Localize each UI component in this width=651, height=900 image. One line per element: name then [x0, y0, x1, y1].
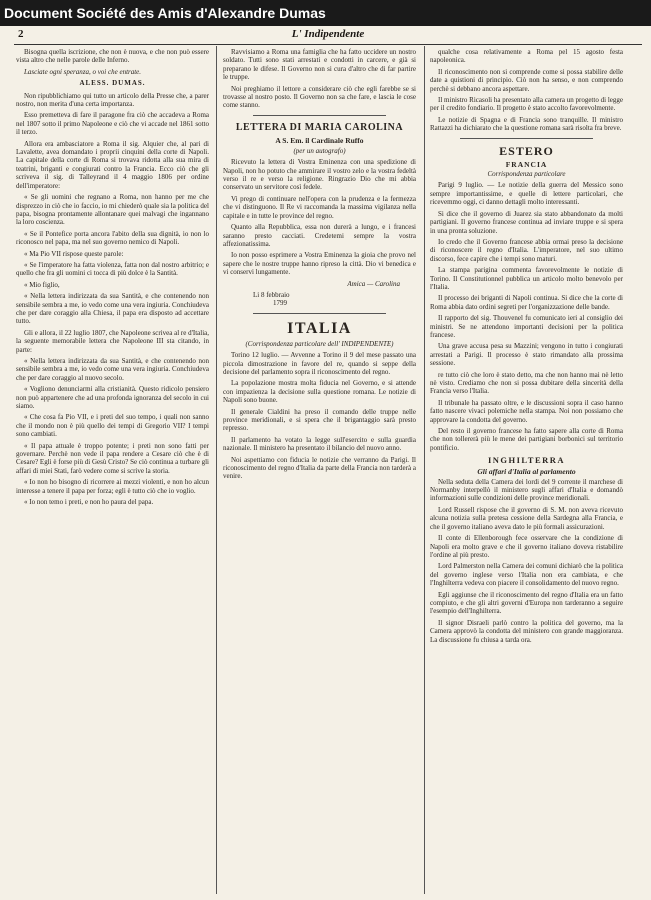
paragraph: Il rapporto del sig. Thouvenel fu comunicato ieri al consiglio dei ministri. Se ne attendono importanti decisioni per la politica francese. [430, 314, 623, 339]
column-divider [424, 46, 425, 894]
paragraph: « Il papa attuale è troppo potente; i preti non sono fatti per governare. Perchè non vede il papa rendere a Cesare ciò che è di Cesare? Egli è forse più di Gesù Cristo? Se ciò continua a turbare gli affari di miei Stati, farò vedere come si scrive la storia. [16, 441, 209, 475]
paragraph: Io credo che il Governo francese abbia ormai preso la decisione di riconoscere il regno d'Italia. L'imperatore, nel suo ultimo discorso, fece capire che i tempi sono maturi. [430, 237, 623, 263]
paragraph: « Se il Pontefice porta ancora l'abito della sua dignità, io non lo riconosco nel papa, ma nel suo governo nemico di Napoli. [16, 229, 209, 247]
paragraph: Una grave accusa pesa su Mazzini; vengono in tutto i congiurati arrestati a Parigi. Il processo è stato rimandato alla prossima sessione. [430, 342, 623, 368]
paragraph: Nella seduta della Camera dei lordi del 9 corrente il marchese di Normanby interpellò il ministero sugli affari d'Italia e domandò informazioni sulle condizioni delle province meridionali. [430, 477, 623, 503]
section-heading-italia: ITALIA [287, 319, 352, 337]
paragraph: Noi preghiamo il lettore a considerare ciò che egli farebbe se si trovasse al nostro posto. Il Governo non sa che fare, e lascia le cose come stanno. [223, 84, 416, 110]
section-rule [253, 115, 386, 116]
paragraph: Non ripubblichiamo qui tutto un articolo della Presse che, a parer nostro, non merita d'una certa importanza. [16, 91, 209, 109]
letter-subheading: A S. Em. il Cardinale Ruffo [275, 135, 364, 145]
paragraph: Lord Palmerston nella Camera dei comuni dichiarò che la politica del governo inglese verso l'Italia non era cambiata, e che l'Inghilterra vedeva con piacere il consolidamento del nuovo regno. [430, 562, 623, 588]
section-heading-francia: FRANCIA [505, 159, 548, 169]
paragraph: Il processo dei briganti di Napoli continua. Si dice che la corte di Roma abbia dato ordini segreti per l'organizzazione delle bande. [430, 294, 623, 311]
letter-signature: Amica — Carolina [347, 279, 400, 288]
paragraph: re tutto ciò che loro è stato detto, ma che non hanno mai nè letto nè visto. Crediamo che non si possa dubitare della sincerità della Francia verso l'Italia. [430, 370, 623, 396]
paragraph: « Io non ho bisogno di ricorrere ai mezzi violenti, e non ho alcun interesse a tenere il papa per forza; egli è tutto ciò che io voglio. [16, 478, 209, 495]
column-left [16, 48, 209, 893]
signature: ALESS. DUMAS. [79, 79, 146, 88]
paragraph: Il conte di Ellenborough fece osservare che la condizione di Napoli era molto grave e che il governo italiano doveva ristabilire l'ordine al più presto. [430, 534, 623, 559]
paragraph: Si dice che il governo di Juarez sia stato abbandonato da molti partigiani. Il governo francese continua ad inviare truppe e si spera in una pronta soluzione. [430, 209, 623, 235]
column-divider [216, 46, 217, 894]
paragraph: La stampa parigina commenta favorevolmente le notizie di Torino. Il Constitutionnel pubblica un articolo molto benevolo per l'Italia. [430, 266, 623, 291]
paragraph: « Se gli uomini che regnano a Roma, non hanno per me che disprezzo in ciò che io faccio, io mi chiederò quale sia la politica del papa, bisogna prontamente allontanare quei malvagi che ingannano la loro coscienza. [16, 193, 209, 227]
paragraph: Io non posso esprimere a Vostra Eminenza la gioia che provo nel sapere che le nostre truppe hanno ripreso la città. Dio vi benedica e vi conservi lungamente. [223, 251, 416, 277]
paragraph: qualche cosa relativamente a Roma pel 15 agosto festa napoleonica. [430, 48, 623, 65]
newspaper-title: L' Indipendente [291, 28, 365, 40]
letter-heading: LETTERA DI MARIA CAROLINA [235, 121, 404, 133]
francia-note: Corrispondenza particolare [487, 170, 566, 179]
letter-date: Li 8 febbraio [253, 290, 290, 299]
column-right [430, 48, 623, 893]
paragraph: Il signor Disraeli parlò contro la politica del governo, ma la Camera approvò la condotta del ministero con grande maggioranza. La discussione fu chiusa a tarda ora. [430, 618, 623, 644]
paragraph: « Che cosa fa Pio VII, e i preti del suo tempo, i quali non sanno che il mondo non è più quello dei tempi di Gregorio VII? I tempi sono cambiati. [16, 413, 209, 439]
paragraph: Bisogna quella iscrizione, che non è nuova, e che non può essere vista altro che nelle parole delle Inferno. [16, 48, 209, 65]
paragraph: Il tribunale ha passato oltre, e le discussioni sopra il caso hanno fatto nascere vivaci polemiche nella stampa. Noi non possiamo che approvare la condotta del governo. [430, 398, 623, 424]
paragraph: Il parlamento ha votato la legge sull'esercito e sulla guardia nazionale. Il ministero ha presentato il bilancio del nuovo anno. [223, 435, 416, 453]
paragraph: La popolazione mostra molta fiducia nel Governo, e si attende con impazienza la decisione sulla questione romana. Le notizie di Napoli sono buone. [223, 379, 416, 405]
paragraph: Del resto il governo francese ha fatto sapere alla corte di Roma che non tollererà più le mene dei partigiani borbonici sul territorio pontificio. [430, 427, 623, 452]
section-rule [460, 138, 593, 139]
paragraph: Il generale Cialdini ha preso il comando delle truppe nelle province meridionali, e si spera che il brigantaggio sarà presto represso. [223, 407, 416, 433]
inghilterra-note: Gli affari d'Italia al parlamento [477, 466, 576, 476]
newspaper-masthead [14, 26, 642, 45]
paragraph: « Io non temo i preti, e non ho paura del papa. [24, 498, 154, 507]
paragraph: Ravvisiamo a Roma una famiglia che ha fatto uccidere un nostro soldato. Tutti sono stati arrestati e condotti in carcere, e già si preparano le difese. Il Governo non si cura d'altro che di far partire le truppe. [223, 48, 416, 82]
section-heading-inghilterra: INGHILTERRA [487, 455, 566, 466]
paragraph: Lasciate ogni speranza, o voi che entrate. [24, 67, 142, 76]
column-middle [223, 48, 416, 893]
paragraph: « Nella lettera indirizzata da sua Santità, e che contenendo non sensibile sembra a me, io vedo come una vera ingiuria. Conchiudeva che per dare coraggio alla Chiesa, il papa era disposto ad accettare tutto. [16, 292, 209, 326]
paragraph: Il riconoscimento non si comprende come si possa stabilire delle date a quistioni di principio. Ciò non ha senso, e non comprendo perchè si debbano ancora aspettare. [430, 67, 623, 93]
paragraph: « Vogliono denunciarmi alla cristianità. Questo ridicolo pensiero non può appartenere che ad una profonda ignoranza del secolo in cui siamo. [16, 385, 209, 411]
page-number: 2 [18, 28, 24, 40]
paragraph: Le notizie di Spagna e di Francia sono tranquille. Il ministro Rattazzi ha dichiarato che la questione romana sarà risolta fra breve. [430, 115, 623, 133]
paragraph: Quanto alla Repubblica, essa non durerà a lungo, e i francesi saranno presto cacciati. Credetemi sempre la vostra affezionatissima. [223, 223, 416, 248]
paragraph: Egli aggiunse che il riconoscimento del regno d'Italia era un fatto compiuto, e che gli altri governi d'Europa non tarderanno a seguire l'esempio dell'Inghilterra. [430, 590, 623, 616]
paragraph: Parigi 9 luglio. — Le notizie della guerra del Messico sono sempre importantissime, e quelle di lettere particolari, che ricevemmo oggi, ci danno dettagli molto interessanti. [430, 181, 623, 207]
paragraph: Il ministro Ricasoli ha presentato alla camera un progetto di legge per il credito fondiario. Il progetto è stato accolto favorevolmente. [430, 96, 623, 113]
paragraph: Ricevuto la lettera di Vostra Eminenza con una spedizione di Napoli, non ho potuto che ammirare il vostro zelo e la vostra fedeltà verso il re e verso la religione. Ringrazio Dio che mi abbia conservato un servitore così fedele. [223, 158, 416, 192]
letter-year: 1799 [273, 299, 287, 308]
letter-note: (per un autografo) [293, 146, 346, 155]
document-banner: Document Société des Amis d'Alexandre Dumas [0, 0, 651, 26]
paragraph: « Mio figlio, [24, 280, 60, 289]
paragraph: Gli e allora, il 22 luglio 1807, che Napoleone scrivea al re d'Italia, la seguente memorabile lettera che Napoleone III sta citando, in parte: [16, 328, 209, 354]
paragraph: Torino 12 luglio. — Avvenne a Torino il 9 del mese passato una piccola dimostrazione in favore del re, quando si seppe della decisione del parlamento sopra il riconoscimento del regno. [223, 351, 416, 376]
paragraph: « Nella lettera indirizzata da sua Santità, e che contenendo non sensibile sembra a me, io vedo come una vera ingiuria. Conchiudeva che per dare coraggio al nuovo secolo. [16, 357, 209, 382]
paragraph: « Ma Pio VII rispose queste parole: [24, 249, 124, 258]
paragraph: Allora era ambasciatore a Roma il sig. Alquier che, al pari di Lavalette, avea domandato i proprii cinquini della corte di Napoli. La capitale della corte di Roma si trovava ridotta alla sua mira di teatrini, briganti e congiurati contro la Francia. Ecco ciò che gli scriveva il sig. di Talleyrand il 4 maggio 1806 per ordine dell'imperatore: [16, 139, 209, 190]
paragraph: Lord Russell rispose che il governo di S. M. non aveva ricevuto alcuna notizia sulla pretesa cessione della Sardegna alla Francia, e che il governo italiano aveva dato le più formali assicurazioni. [430, 505, 623, 531]
paragraph: Esso premetteva di fare il paragone fra ciò che accadeva a Roma nel 1807 sotto il primo Napoleone e ciò che vi accade nel 1861 sotto il terzo. [16, 111, 209, 137]
section-heading-estero: ESTERO [499, 143, 554, 158]
paragraph: Vi prego di continuare nell'opera con la prudenza e la fermezza che vi distinguono. Il Re vi raccomanda la massima vigilanza nella capitale e in tutte le province del regno. [223, 194, 416, 220]
italia-note: (Corrispondenza particolare dell' INDIPENDENTE) [245, 339, 394, 348]
section-rule [253, 313, 386, 314]
paragraph: Noi aspettiamo con fiducia le notizie che verranno da Parigi. Il riconoscimento del regno d'Italia da parte della Francia non tarderà a venire. [223, 455, 416, 481]
paragraph: « Se l'imperatore ha fatta violenza, fatta non dal nostro arbitrio; e quello che fra gli uomini ci tocca di più dolce è la Santità. [16, 260, 209, 278]
